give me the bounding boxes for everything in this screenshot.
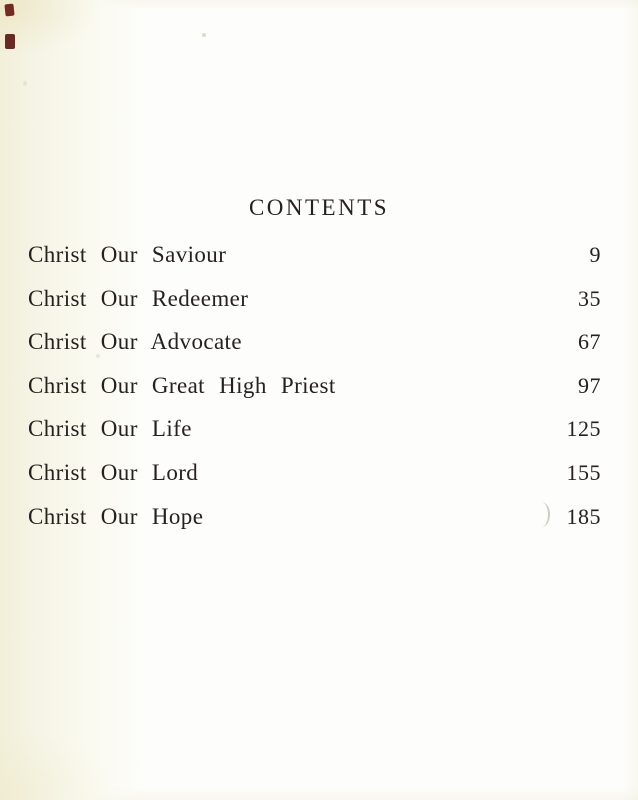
toc-entry-page-number: 67 (578, 329, 601, 355)
toc-entry-page-number: 185 (566, 503, 601, 529)
toc-entry-page-number: 155 (566, 459, 601, 485)
toc-entry-title: Christ Our Lord (28, 459, 199, 485)
toc-row (28, 233, 601, 277)
scan-speck (23, 81, 27, 86)
toc-row (28, 320, 601, 364)
toc-entry-title: Christ Our Hope (28, 503, 204, 529)
toc-row (28, 277, 601, 321)
scan-corner-mark (4, 4, 14, 17)
toc-entry-title: Christ Our Advocate (28, 329, 242, 355)
toc-row (28, 451, 601, 495)
toc-entry-page-number: 9 (589, 242, 601, 267)
scan-corner-mark (5, 34, 15, 49)
toc-entry-page-number: 97 (578, 372, 601, 398)
contents-heading: CONTENTS (248, 195, 390, 220)
scan-speck (202, 33, 206, 37)
toc-entry-title: Christ Our Redeemer (28, 285, 249, 311)
toc-entry-title: Christ Our Life (28, 416, 192, 442)
toc-row (28, 407, 601, 451)
toc-entry-page-number: 125 (566, 416, 601, 442)
table-of-contents (28, 233, 601, 538)
toc-entry-title: Christ Our Great High Priest (28, 372, 336, 398)
toc-entry-title: Christ Our Saviour (28, 242, 227, 267)
toc-entry-page-number: 35 (578, 285, 601, 311)
toc-row (28, 495, 601, 539)
toc-row (28, 364, 601, 408)
